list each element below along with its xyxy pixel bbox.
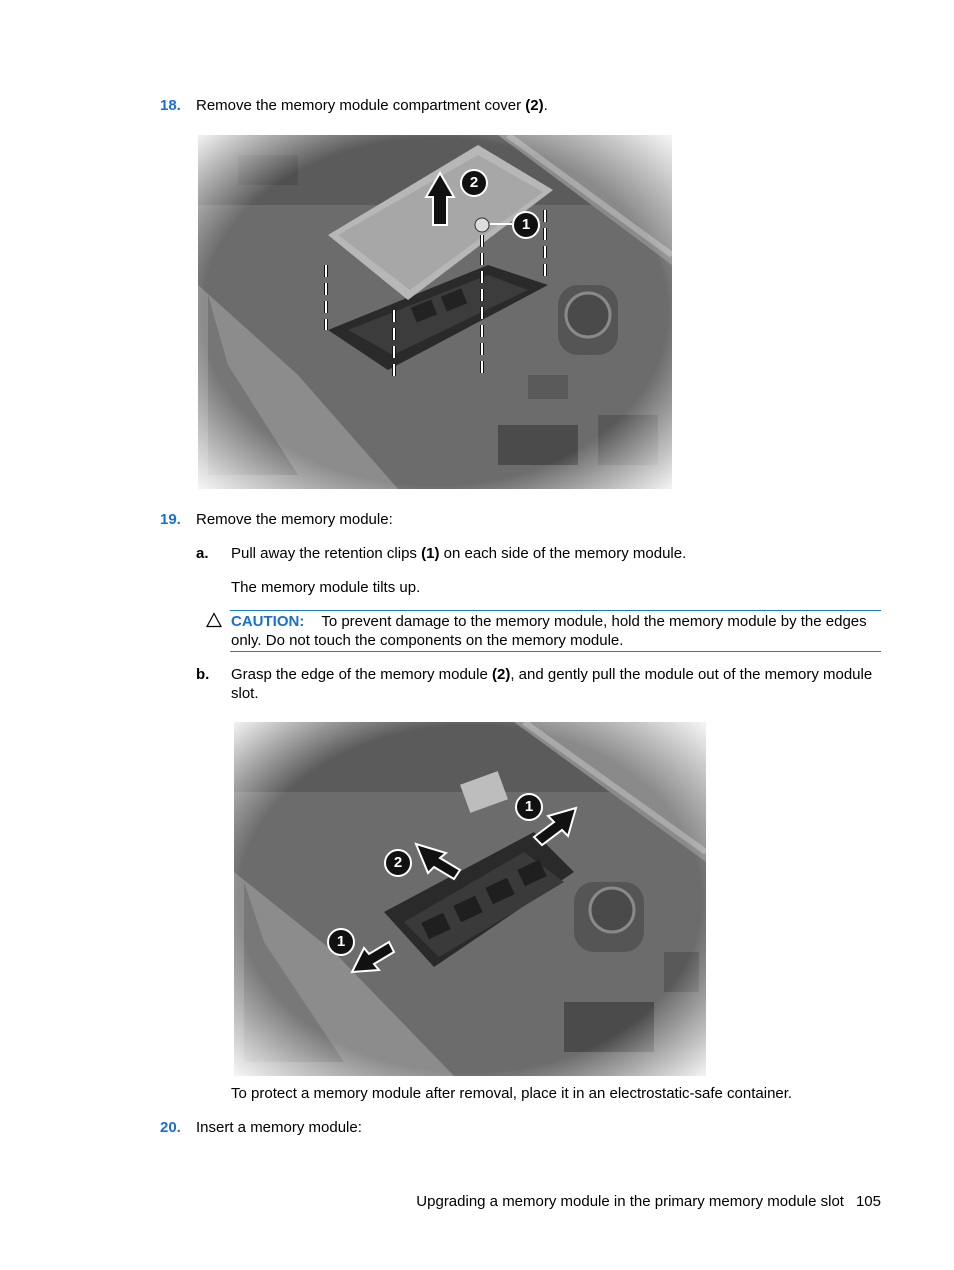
step-20-number: 20. <box>160 1119 181 1136</box>
caution-block <box>231 612 881 650</box>
step-18-text: Remove the memory module compartment cover (2). <box>196 97 548 114</box>
page-number: 105 <box>855 1193 881 1210</box>
callout-1-lower-badge: 1 <box>327 928 355 956</box>
step-19a-result: The memory module tilts up. <box>231 579 421 596</box>
figure-remove-compartment-cover <box>198 135 672 489</box>
footer-section-title: Upgrading a memory module in the primary memory module slot <box>416 1193 844 1210</box>
caution-top-rule <box>230 610 881 611</box>
step-19a-text: Pull away the retention clips (1) on each side of the memory module. <box>231 545 687 562</box>
step-19-number: 19. <box>160 511 181 528</box>
step-20-text: Insert a memory module: <box>196 1119 362 1136</box>
callout-1-upper-badge: 1 <box>515 793 543 821</box>
callout-2-badge: 2 <box>460 169 488 197</box>
caution-label: CAUTION: <box>231 613 305 630</box>
step-19b-text: Grasp the edge of the memory module (2), and gently pull the module out of the memory module slot. <box>231 666 873 702</box>
step-19a-letter: a. <box>196 545 209 562</box>
callout-2-badge: 2 <box>384 849 412 877</box>
step-18-number: 18. <box>160 97 181 114</box>
caution-bottom-rule <box>230 651 881 652</box>
step-19b-letter: b. <box>196 666 210 683</box>
figure-remove-memory-module <box>234 722 706 1076</box>
callout-1-badge: 1 <box>512 211 540 239</box>
warning-triangle-icon <box>206 612 222 628</box>
page-footer <box>416 1192 881 1211</box>
caution-text: To prevent damage to the memory module, hold the memory module by the edges only. Do not touch the components on the memory module. <box>231 613 867 649</box>
step-19-text: Remove the memory module: <box>196 511 393 528</box>
after-removal-note: To protect a memory module after removal, place it in an electrostatic-safe container. <box>231 1085 793 1102</box>
